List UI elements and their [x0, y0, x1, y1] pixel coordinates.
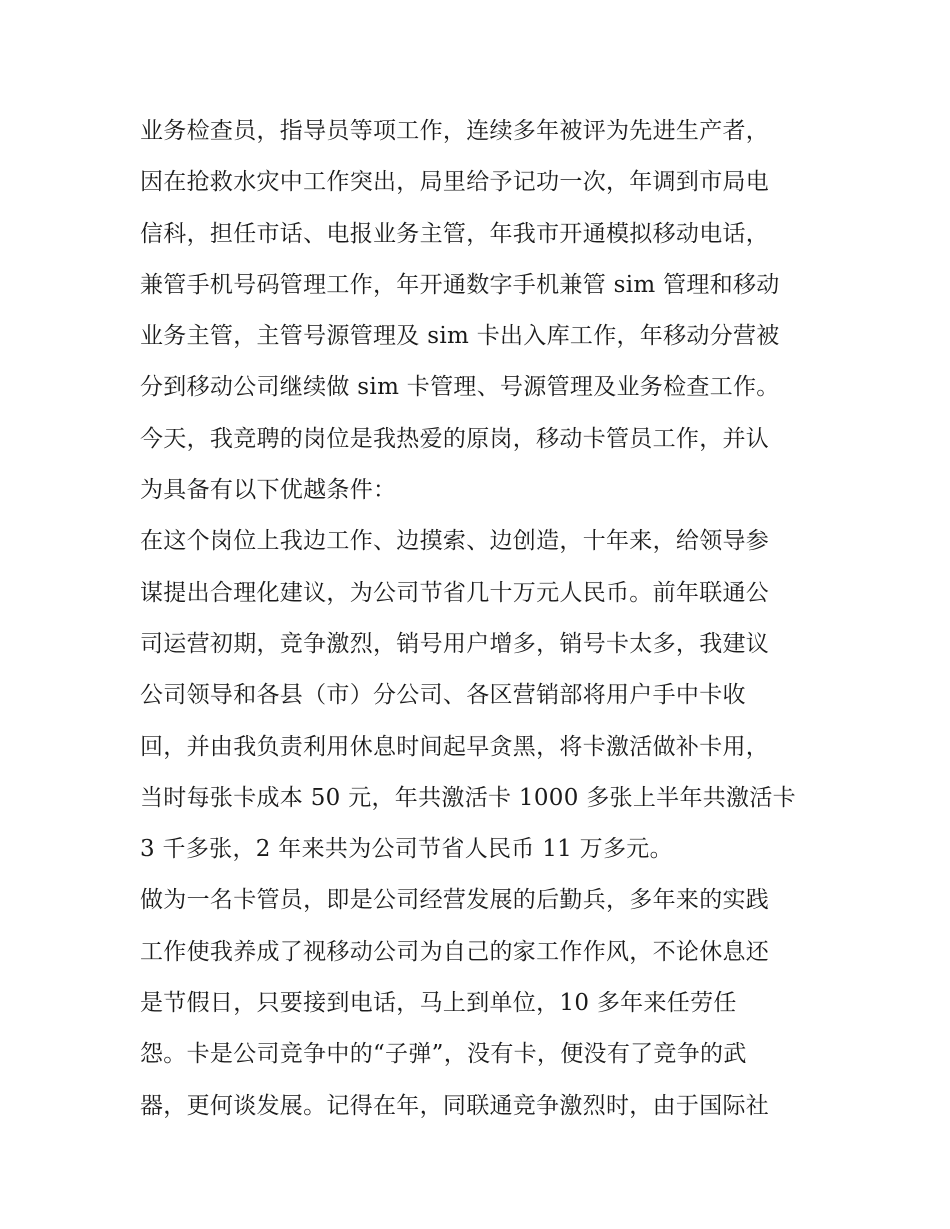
text-line: 业务主管，主管号源管理及 sim 卡出入库工作，年移动分营被: [140, 323, 780, 350]
text-line: 器，更何谈发展。记得在年，同联通竞争激烈时，由于国际社: [140, 1092, 770, 1119]
body-text: [140, 106, 820, 1132]
text-line: 公司领导和各县（市）分公司、各区营销部将用户手中卡收: [140, 682, 746, 709]
text-line: 做为一名卡管员，即是公司经营发展的后勤兵，多年来的实践: [140, 887, 770, 914]
text-line: 今天，我竞聘的岗位是我热爱的原岗，移动卡管员工作，并认: [140, 425, 770, 452]
text-line: 因在抢救水灾中工作突出，局里给予记功一次，年调到市局电: [140, 169, 770, 196]
text-line: 司运营初期，竞争激烈，销号用户增多，销号卡太多，我建议: [140, 630, 770, 657]
text-line: 为具备有以下优越条件：: [140, 477, 397, 504]
text-line: 信科，担任市话、电报业务主管，年我市开通模拟移动电话，: [140, 220, 770, 247]
text-line: 在这个岗位上我边工作、边摸索、边创造，十年来，给领导参: [140, 528, 770, 555]
text-line: 回，并由我负责利用休息时间起早贪黑，将卡激活做补卡用，: [140, 733, 770, 760]
text-line: 工作使我养成了视移动公司为自己的家工作作风，不论休息还: [140, 938, 770, 965]
text-line: 分到移动公司继续做 sim 卡管理、号源管理及业务检查工作。: [140, 374, 780, 401]
text-line: 是节假日，只要接到电话，马上到单位，10 多年来任劳任: [140, 990, 737, 1017]
text-line: 怨。卡是公司竞争中的“子弹”，没有卡，便没有了竞争的武: [140, 1041, 747, 1068]
text-line: 当时每张卡成本 50 元，年共激活卡 1000 多张上半年共激活卡: [140, 784, 796, 811]
text-line: 业务检查员，指导员等项工作，连续多年被评为先进生产者，: [140, 118, 770, 144]
text-line: 兼管手机号码管理工作，年开通数字手机兼管 sim 管理和移动: [140, 271, 780, 298]
text-line: 谋提出合理化建议，为公司节省几十万元人民币。前年联通公: [140, 579, 770, 606]
text-line: 3 千多张，2 年来共为公司节省人民币 11 万多元。: [140, 836, 673, 863]
